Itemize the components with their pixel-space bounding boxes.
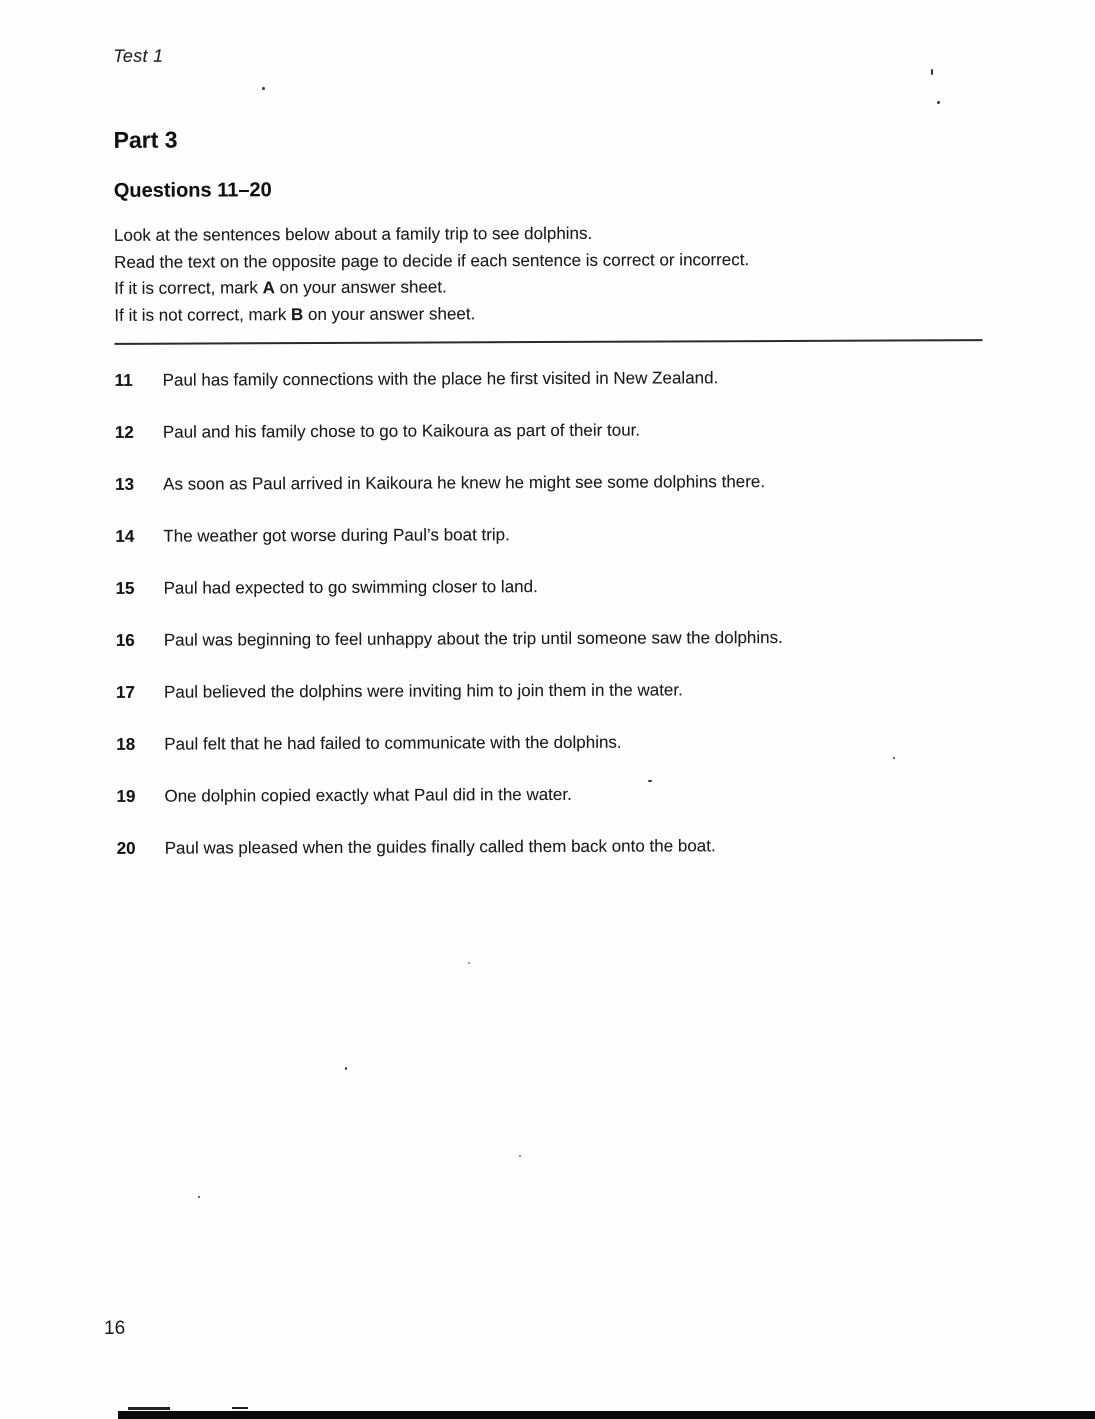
question-number: 11 (114, 370, 133, 390)
question-text: The weather got worse during Paul’s boat trip. (163, 525, 510, 546)
question-text: Paul has family connections with the place he first visited in New Zealand. (162, 368, 719, 390)
instructions (114, 219, 984, 329)
instruction-text: If it is not correct, mark (114, 304, 292, 325)
instruction-text: Look at the sentences below about a family trip to see dolphins. (113, 223, 593, 245)
question-number: 16 (115, 630, 135, 650)
question-row (116, 571, 986, 603)
question-row (116, 727, 986, 759)
page-number: 16 (104, 1318, 126, 1339)
question-row (115, 519, 985, 551)
question-number: 15 (115, 578, 135, 598)
question-row (116, 779, 986, 811)
scan-speck (345, 1067, 347, 1070)
question-number: 12 (114, 422, 134, 442)
question-text: One dolphin copied exactly what Paul did in the water. (164, 784, 572, 806)
question-row (116, 675, 986, 707)
instruction-text: If it is correct, mark (114, 278, 263, 298)
instruction-bold-letter: B (290, 304, 304, 324)
question-row (115, 467, 985, 499)
part-title: Part 3 (113, 126, 178, 153)
scan-speck (468, 962, 470, 964)
instruction-text: on your answer sheet. (274, 277, 447, 298)
scan-artifact-dash (128, 1407, 170, 1410)
question-number: 19 (116, 786, 136, 806)
question-text: Paul felt that he had failed to communicate with the dolphins. (164, 732, 622, 754)
question-row (115, 363, 985, 395)
question-number: 17 (115, 682, 135, 702)
question-text: As soon as Paul arrived in Kaikoura he knew he might see some dolphins there. (163, 472, 766, 494)
scan-speck (931, 69, 933, 75)
question-text: Paul was pleased when the guides finally called them back onto the boat. (164, 836, 716, 858)
instruction-bold-letter: A (262, 278, 275, 298)
scan-speck (519, 1155, 521, 1157)
scan-artifact-bottom-bar (118, 1411, 1095, 1419)
instruction-line (114, 299, 984, 329)
scan-speck (648, 780, 652, 782)
instruction-line (114, 246, 984, 276)
question-row (116, 623, 986, 655)
question-row (115, 415, 985, 447)
question-text: Paul and his family chose to go to Kaikoura as part of their tour. (162, 420, 641, 442)
question-text: Paul believed the dolphins were inviting him to join them in the water. (163, 680, 683, 702)
question-text: Paul was beginning to feel unhappy about the trip until someone saw the dolphins. (163, 627, 783, 650)
question-number: 13 (115, 474, 135, 494)
instruction-text: Read the text on the opposite page to decide if each sentence is correct or incorrect. (114, 249, 750, 272)
instruction-line (114, 219, 984, 249)
instruction-line (114, 272, 984, 302)
question-number: 14 (115, 526, 135, 546)
scan-speck (262, 87, 265, 90)
question-text: Paul had expected to go swimming closer to land. (163, 577, 538, 598)
running-head: Test 1 (113, 45, 164, 66)
scan-speck (893, 757, 895, 759)
scan-speck (198, 1196, 200, 1198)
question-list (115, 363, 987, 863)
instruction-text: on your answer sheet. (303, 303, 476, 324)
scan-artifact-dash (232, 1407, 248, 1409)
question-row (117, 831, 987, 863)
divider-rule (114, 339, 982, 345)
scan-speck (937, 101, 940, 104)
question-number: 18 (116, 734, 136, 754)
questions-range-title: Questions 11–20 (113, 179, 272, 202)
question-number: 20 (116, 838, 136, 858)
